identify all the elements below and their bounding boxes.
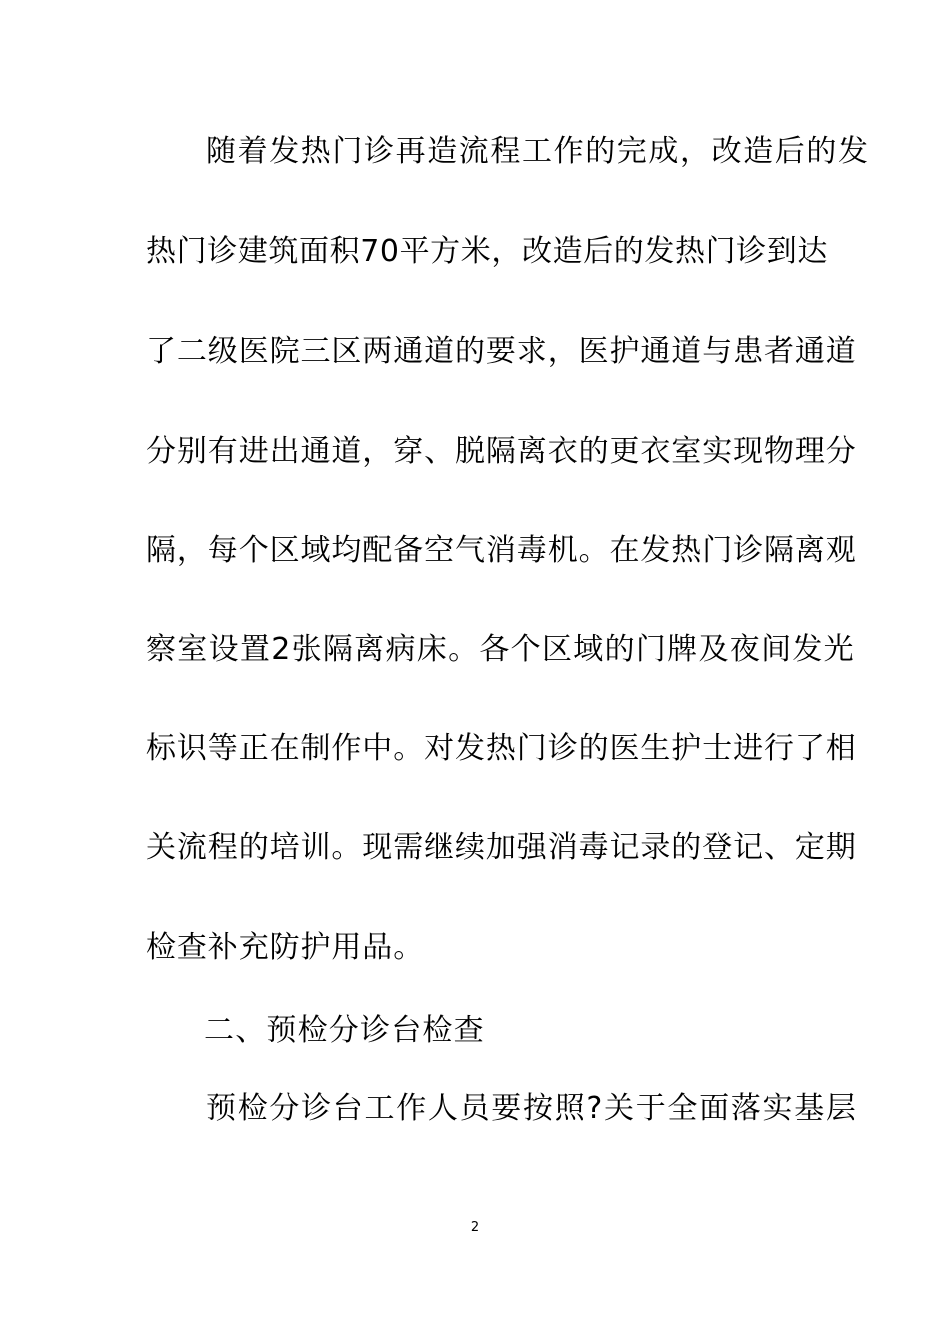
paragraph-1-line-6: 察室设置2张隔离病床。各个区域的门牌及夜间发光 (146, 632, 855, 667)
paragraph-1-line-8: 关流程的培训。现需继续加强消毒记录的登记、定期 (146, 830, 857, 865)
paragraph-1-line-5: 隔，每个区域均配备空气消毒机。在发热门诊隔离观 (146, 533, 857, 568)
paragraph-2-line-1: 预检分诊台工作人员要按照?关于全面落实基层 (206, 1091, 858, 1126)
section-heading: 二、预检分诊台检查 (204, 1013, 485, 1048)
paragraph-1-line-4: 分别有进出通道，穿、脱隔离衣的更衣室实现物理分 (146, 434, 857, 469)
paragraph-1-line-2: 热门诊建筑面积70平方米，改造后的发热门诊到达 (146, 234, 828, 269)
paragraph-1-line-9: 检查补充防护用品。 (146, 930, 425, 965)
paragraph-1-line-3: 了二级医院三区两通道的要求，医护通道与患者通道 (146, 334, 857, 369)
paragraph-1-line-1: 随着发热门诊再造流程工作的完成，改造后的发 (206, 134, 870, 169)
page-number: 2 (470, 1220, 480, 1235)
paragraph-1-line-7: 标识等正在制作中。对发热门诊的医生护士进行了相 (146, 731, 857, 766)
